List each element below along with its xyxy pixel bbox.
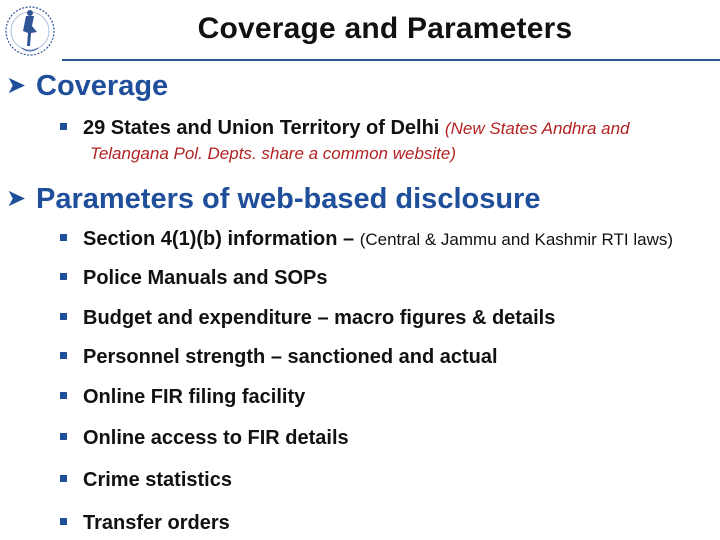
page-title: Coverage and Parameters xyxy=(197,12,573,45)
title-divider xyxy=(62,59,720,61)
list-item: Section 4(1)(b) information – (Central & Jammu and Kashmir RTI laws) xyxy=(60,228,673,251)
square-bullet-icon xyxy=(60,313,67,320)
square-bullet-icon xyxy=(60,352,67,359)
list-item: Online access to FIR details xyxy=(60,427,349,450)
list-item: Crime statistics xyxy=(60,469,232,492)
list-item: Police Manuals and SOPs xyxy=(60,267,328,290)
square-bullet-icon xyxy=(60,518,67,525)
arrow-bullet-icon: ➤ xyxy=(6,72,27,99)
square-bullet-icon xyxy=(60,392,67,399)
list-item: Online FIR filing facility xyxy=(60,386,305,409)
list-item: Personnel strength – sanctioned and actual xyxy=(60,346,498,369)
square-bullet-icon xyxy=(60,123,67,130)
square-bullet-icon xyxy=(60,433,67,440)
arrow-bullet-icon: ➤ xyxy=(6,185,27,212)
list-item: Budget and expenditure – macro figures & details xyxy=(60,307,555,330)
item-note-continued: Telangana Pol. Depts. share a common website) xyxy=(90,144,457,163)
list-item: Transfer orders xyxy=(60,512,230,535)
square-bullet-icon xyxy=(60,475,67,482)
square-bullet-icon xyxy=(60,234,67,241)
item-note: (Central & Jammu and Kashmir RTI laws) xyxy=(359,230,674,249)
section-heading-coverage: ➤ Coverage xyxy=(6,70,169,102)
square-bullet-icon xyxy=(60,273,67,280)
organization-logo xyxy=(4,2,56,60)
list-item: 29 States and Union Territory of Delhi (New States Andhra and xyxy=(60,117,630,140)
section-heading-parameters: ➤ Parameters of web-based disclosure xyxy=(6,183,541,215)
item-note: (New States Andhra and xyxy=(444,119,630,138)
